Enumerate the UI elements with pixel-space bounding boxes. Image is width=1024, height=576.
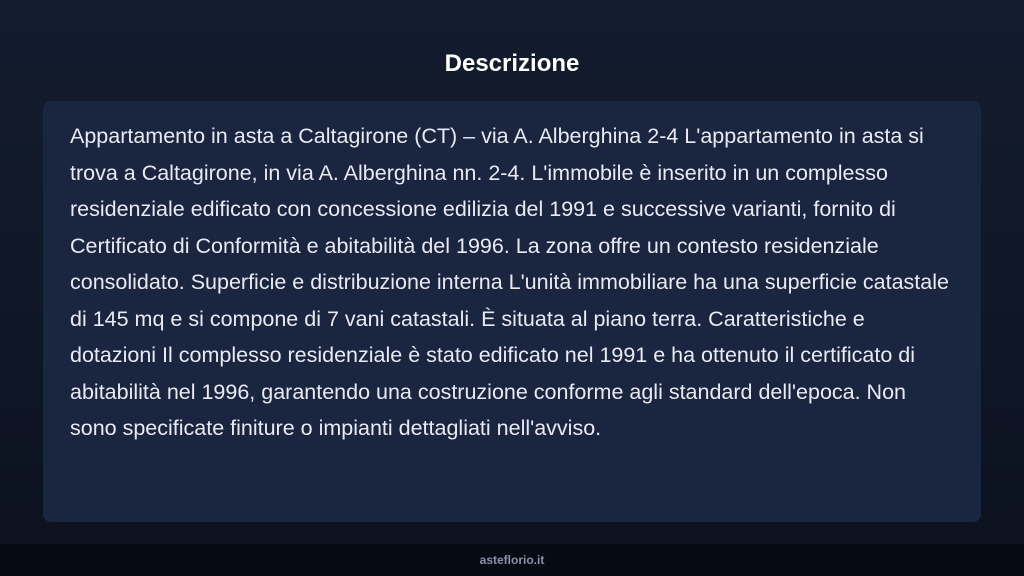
description-card (43, 101, 981, 522)
description-text: Appartamento in asta a Caltagirone (CT) – via A. Alberghina 2-4 L'appartamento in asta si trova a Caltagirone, in via A. Alberghina nn. 2-4. L'immobile è inserito in un complesso residenziale edificato con concessione edilizia del 1991 e successive varianti, fornito di Certificato di Conformità e abitabilità del 1996. La zona offre un contesto residenziale consolidato. Superficie e distribuzione interna L'unità immobiliare ha una superficie catastale di 145 mq e si compone di 7 vani catastali. È situata al piano terra. Caratteristiche e dotazioni Il complesso residenziale è stato edificato nel 1991 e ha ottenuto il certificato di abitabilità nel 1996, garantendo una costruzione conforme agli standard dell'epoca. Non sono specificate finiture o impianti dettagliati nell'avviso. (70, 124, 949, 440)
footer-site-name: asteflorio.it (479, 553, 545, 567)
page-title: Descrizione (444, 50, 580, 77)
footer-bar (0, 544, 1024, 576)
